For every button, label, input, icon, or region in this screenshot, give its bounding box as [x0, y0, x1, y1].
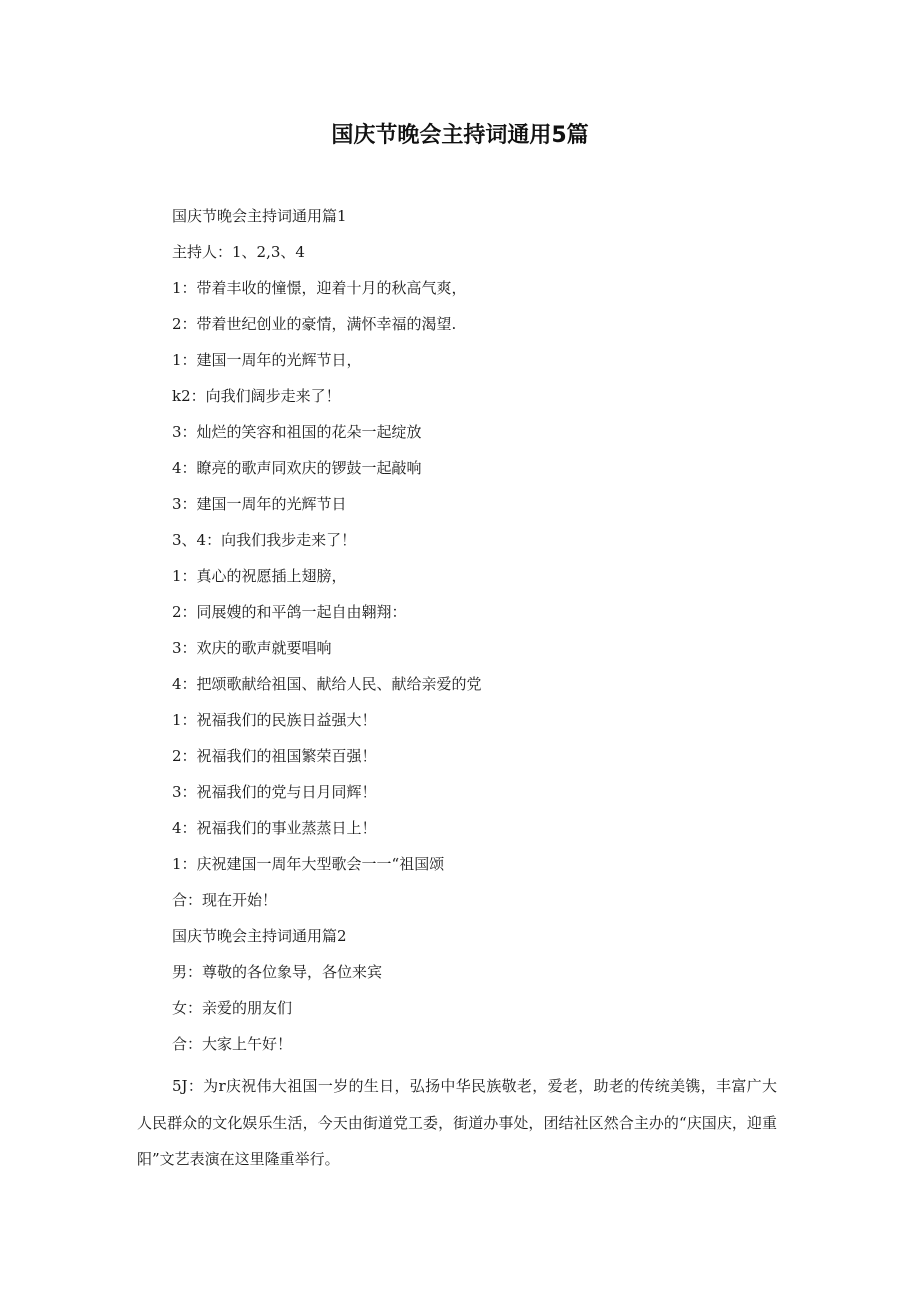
document-title: 国庆节晚会主持词通用5篇 — [331, 123, 589, 148]
text-line: 3：欢庆的歌声就要唱响 — [172, 639, 332, 657]
text-line: 2：带着世纪创业的豪情，满怀幸福的渴望. — [172, 315, 457, 333]
script-lines — [172, 198, 792, 1062]
text-line: k2：向我们阔步走来了！ — [172, 387, 341, 405]
section-heading-2: 国庆节晚会主持词通用篇2 — [172, 927, 347, 945]
text-line: 合：大家上午好！ — [172, 1035, 293, 1053]
text-line: 1：祝福我们的民族日益强大！ — [172, 711, 377, 729]
text-line: 3：灿烂的笑容和祖国的花朵一起绽放 — [172, 423, 422, 441]
text-line: 男：尊敬的各位象导，各位来宾 — [172, 963, 383, 981]
body-paragraph: 5J：为r庆祝伟大祖国一岁的生日，弘扬中华民族敬老，爱老，助老的传统美镌，丰富广大人民群众的文化娱乐生活，今天由街道党工委，街道办事处，团结社区然合主办的“庆国庆，迎重阳”文艺表演在这里隆重举行。 — [137, 1077, 777, 1168]
text-line: 3、4：向我们我步走来了！ — [172, 531, 357, 549]
text-line: 1：带着丰收的憧憬，迎着十月的秋高气爽， — [172, 279, 467, 297]
text-line: 3：祝福我们的党与日月同辉！ — [172, 783, 377, 801]
text-line: 1：庆祝建国一周年大型歌会一一“祖国颂 — [172, 855, 445, 873]
section-heading-1: 国庆节晚会主持词通用篇1 — [172, 207, 347, 225]
text-line: 1：建国一周年的光辉节日， — [172, 351, 362, 369]
text-line: 4：祝福我们的事业蒸蒸日上！ — [172, 819, 377, 837]
text-line: 3：建国一周年的光辉节日 — [172, 495, 347, 513]
text-line: 1：真心的祝愿插上翅膀， — [172, 567, 347, 585]
text-line: 2：祝福我们的祖国繁荣百强！ — [172, 747, 377, 765]
text-line: 2：同展嫂的和平鸽一起自由翱翔： — [172, 603, 407, 621]
text-line: 4：瞭亮的歌声同欢庆的锣鼓一起敲响 — [172, 459, 422, 477]
text-line: 合：现在开始！ — [172, 891, 278, 909]
text-line: 主持人：1、2,3、4 — [172, 243, 305, 261]
text-line: 4：把颂歌献给祖国、献给人民、献给亲爱的党 — [172, 675, 482, 693]
text-line: 女：亲爱的朋友们 — [172, 999, 293, 1017]
